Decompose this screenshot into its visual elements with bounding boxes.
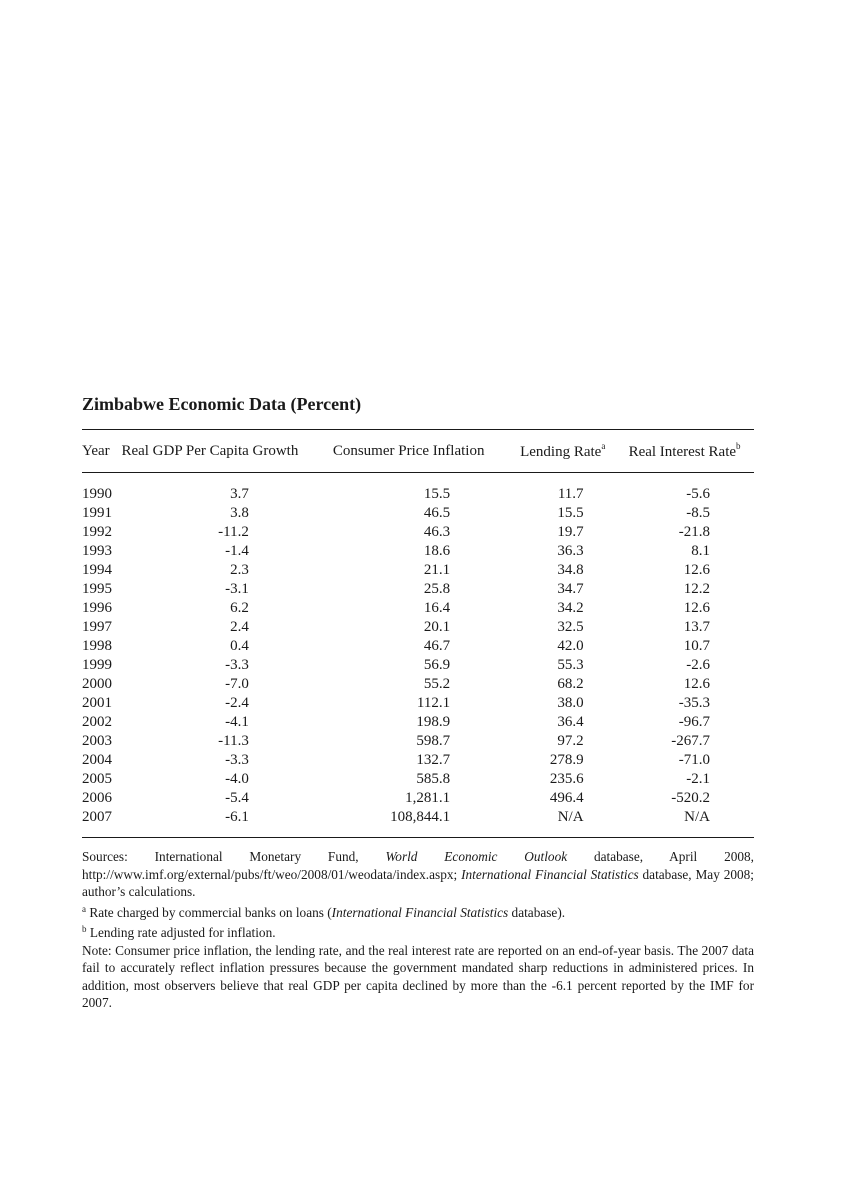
cell-year: 1996 xyxy=(82,600,112,616)
table-row xyxy=(82,751,754,770)
cell-consumer-price-inflation: 56.9 xyxy=(423,657,451,673)
cell-real-interest-rate: -520.2 xyxy=(671,790,710,806)
cell-real-interest-rate: 12.6 xyxy=(683,600,710,616)
footnote-b-text: Lending rate adjusted for inflation. xyxy=(86,925,276,940)
cell-lending-rate: 55.3 xyxy=(557,657,584,673)
sources-note xyxy=(82,848,754,901)
cell-lending-rate: 68.2 xyxy=(557,676,584,692)
sources-text-end: database, May 2008; author’s calculations. xyxy=(82,866,754,899)
table-title: Zimbabwe Economic Data (Percent) xyxy=(82,394,362,414)
header-gdp-growth: Real GDP Per Capita Growth xyxy=(118,430,320,473)
cell-year: 2006 xyxy=(82,790,112,806)
cell-real-interest-rate: -267.7 xyxy=(671,733,710,749)
cell-year: 1997 xyxy=(82,619,112,635)
cell-gdp-growth: -11.2 xyxy=(218,524,249,540)
cell-real-interest-rate: -8.5 xyxy=(686,505,710,521)
cell-lending-rate: 278.9 xyxy=(549,752,584,768)
table-row xyxy=(82,542,754,561)
cell-gdp-growth: -6.1 xyxy=(118,808,320,838)
cell-real-interest-rate: 12.6 xyxy=(683,562,710,578)
table-row xyxy=(82,732,754,751)
footnote-b-mark: b xyxy=(82,924,87,934)
table-notes xyxy=(82,848,754,1012)
cell-real-interest-rate: 10.7 xyxy=(683,638,710,654)
cell-lending-rate: 97.2 xyxy=(557,733,584,749)
table-row xyxy=(82,713,754,732)
sources-weo-title: World Economic Outlook xyxy=(385,849,568,864)
table-row xyxy=(82,473,754,505)
cell-year: 2005 xyxy=(82,771,112,787)
cell-gdp-growth: 2.3 xyxy=(230,562,249,578)
cell-lending-rate: 496.4 xyxy=(549,790,584,806)
cell-lending-rate: 15.5 xyxy=(557,505,584,521)
table-row xyxy=(82,770,754,789)
cell-consumer-price-inflation: 108,844.1 xyxy=(321,808,502,838)
cell-real-interest-rate: -21.8 xyxy=(678,524,710,540)
cell-real-interest-rate: N/A xyxy=(615,808,754,838)
general-note: Note: Consumer price inflation, the lending rate, and the real interest rate are reported on an end-of-year basis. The 2007 data fail to accurately reflect inflation pressures because the government mandated sharp reductions in administered prices. In addition, most observers believe that real GDP per capita declined by more than the -6.1 percent reported by the IMF for 2007. xyxy=(82,942,754,1010)
cell-gdp-growth: 2.4 xyxy=(230,619,249,635)
table-row xyxy=(82,656,754,675)
table-row xyxy=(82,523,754,542)
cell-consumer-price-inflation: 132.7 xyxy=(416,752,451,768)
cell-year: 2007 xyxy=(82,808,118,838)
table-row xyxy=(82,599,754,618)
cell-real-interest-rate: -96.7 xyxy=(678,714,710,730)
cell-consumer-price-inflation: 20.1 xyxy=(423,619,451,635)
footnote-b xyxy=(82,921,754,942)
cell-lending-rate: 32.5 xyxy=(557,619,584,635)
cell-gdp-growth: 6.2 xyxy=(230,600,249,616)
footnote-a xyxy=(82,901,754,922)
table-row xyxy=(82,789,754,808)
cell-year: 1998 xyxy=(82,638,112,654)
cell-consumer-price-inflation: 1,281.1 xyxy=(405,790,451,806)
cell-lending-rate: 38.0 xyxy=(557,695,584,711)
header-row xyxy=(82,430,754,473)
header-year: Year xyxy=(82,430,118,473)
cell-gdp-growth: -1.4 xyxy=(225,543,249,559)
table-body xyxy=(82,473,754,838)
table-row xyxy=(82,637,754,656)
cell-real-interest-rate: -2.6 xyxy=(686,657,710,673)
cell-gdp-growth: 3.7 xyxy=(230,486,249,502)
footnote-a-ifs-title: International Financial Statistics xyxy=(331,904,509,920)
footnote-a-text-end: database). xyxy=(508,904,566,920)
cell-gdp-growth: -2.4 xyxy=(225,695,249,711)
cell-gdp-growth: -4.1 xyxy=(225,714,249,730)
cell-year: 1993 xyxy=(82,543,112,559)
cell-real-interest-rate: -35.3 xyxy=(678,695,710,711)
document-body xyxy=(82,394,754,1012)
cell-gdp-growth: -3.1 xyxy=(225,581,249,597)
header-lending-rate-label: Lending Rate xyxy=(520,444,602,460)
cell-gdp-growth: -4.0 xyxy=(225,771,249,787)
cell-real-interest-rate: -2.1 xyxy=(686,771,710,787)
cell-consumer-price-inflation: 18.6 xyxy=(423,543,451,559)
header-consumer-price-inflation: Consumer Price Inflation xyxy=(321,430,502,473)
cell-year: 1990 xyxy=(82,486,112,502)
cell-lending-rate: N/A xyxy=(502,808,614,838)
cell-gdp-growth: 0.4 xyxy=(230,638,249,654)
cell-lending-rate: 42.0 xyxy=(557,638,584,654)
cell-year: 1995 xyxy=(82,581,112,597)
cell-year: 2001 xyxy=(82,695,112,711)
cell-year: 1991 xyxy=(82,505,112,521)
cell-lending-rate: 36.4 xyxy=(557,714,584,730)
cell-lending-rate: 34.7 xyxy=(557,581,584,597)
cell-consumer-price-inflation: 21.1 xyxy=(423,562,451,578)
cell-real-interest-rate: 12.6 xyxy=(683,676,710,692)
table-row xyxy=(82,580,754,599)
cell-gdp-growth: -5.4 xyxy=(225,790,249,806)
table-row xyxy=(82,694,754,713)
cell-real-interest-rate: 12.2 xyxy=(683,581,710,597)
cell-year: 2002 xyxy=(82,714,112,730)
cell-real-interest-rate: -71.0 xyxy=(678,752,710,768)
cell-consumer-price-inflation: 46.7 xyxy=(423,638,451,654)
footnote-marker-a: a xyxy=(601,441,606,451)
footnote-marker-b: b xyxy=(736,441,741,451)
table-row xyxy=(82,561,754,580)
cell-lending-rate: 34.8 xyxy=(557,562,584,578)
header-lending-rate xyxy=(502,430,614,473)
cell-real-interest-rate: 8.1 xyxy=(691,543,710,559)
cell-real-interest-rate: -5.6 xyxy=(686,486,710,502)
cell-consumer-price-inflation: 585.8 xyxy=(416,771,451,787)
cell-year: 1992 xyxy=(82,524,112,540)
footnote-a-mark: a xyxy=(82,903,86,914)
cell-gdp-growth: -7.0 xyxy=(225,676,249,692)
cell-year: 1999 xyxy=(82,657,112,673)
header-real-interest-rate xyxy=(615,430,754,473)
cell-consumer-price-inflation: 16.4 xyxy=(423,600,451,616)
cell-consumer-price-inflation: 598.7 xyxy=(416,733,451,749)
cell-real-interest-rate: 13.7 xyxy=(683,619,710,635)
cell-consumer-price-inflation: 198.9 xyxy=(416,714,451,730)
sources-text: Sources: International Monetary Fund, xyxy=(82,849,386,864)
table-row xyxy=(82,808,754,838)
cell-lending-rate: 34.2 xyxy=(557,600,584,616)
cell-consumer-price-inflation: 25.8 xyxy=(423,581,451,597)
table-header xyxy=(82,430,754,473)
cell-lending-rate: 235.6 xyxy=(549,771,584,787)
cell-lending-rate: 11.7 xyxy=(557,486,584,502)
cell-gdp-growth: -11.3 xyxy=(218,733,249,749)
cell-consumer-price-inflation: 46.3 xyxy=(423,524,451,540)
sources-ifs-title: International Financial Statistics xyxy=(461,866,639,882)
cell-year: 2000 xyxy=(82,676,112,692)
cell-lending-rate: 36.3 xyxy=(557,543,584,559)
cell-year: 2004 xyxy=(82,752,112,768)
cell-consumer-price-inflation: 46.5 xyxy=(423,505,451,521)
cell-gdp-growth: 3.8 xyxy=(230,505,249,521)
cell-gdp-growth: -3.3 xyxy=(225,752,249,768)
table-row xyxy=(82,618,754,637)
cell-gdp-growth: -3.3 xyxy=(225,657,249,673)
table-row xyxy=(82,504,754,523)
header-real-interest-rate-label: Real Interest Rate xyxy=(628,444,737,460)
cell-consumer-price-inflation: 112.1 xyxy=(416,695,451,711)
cell-lending-rate: 19.7 xyxy=(557,524,584,540)
cell-consumer-price-inflation: 15.5 xyxy=(423,486,451,502)
table-row xyxy=(82,675,754,694)
sources-text-url: database, April 2008, http://www.imf.org/external/pubs/ft/weo/2008/01/weodata/index.aspx; xyxy=(82,849,754,882)
economic-data-table xyxy=(82,429,754,838)
cell-consumer-price-inflation: 55.2 xyxy=(423,676,451,692)
footnote-a-text: Rate charged by commercial banks on loans ( xyxy=(86,904,332,920)
cell-year: 2003 xyxy=(82,733,112,749)
cell-year: 1994 xyxy=(82,562,112,578)
